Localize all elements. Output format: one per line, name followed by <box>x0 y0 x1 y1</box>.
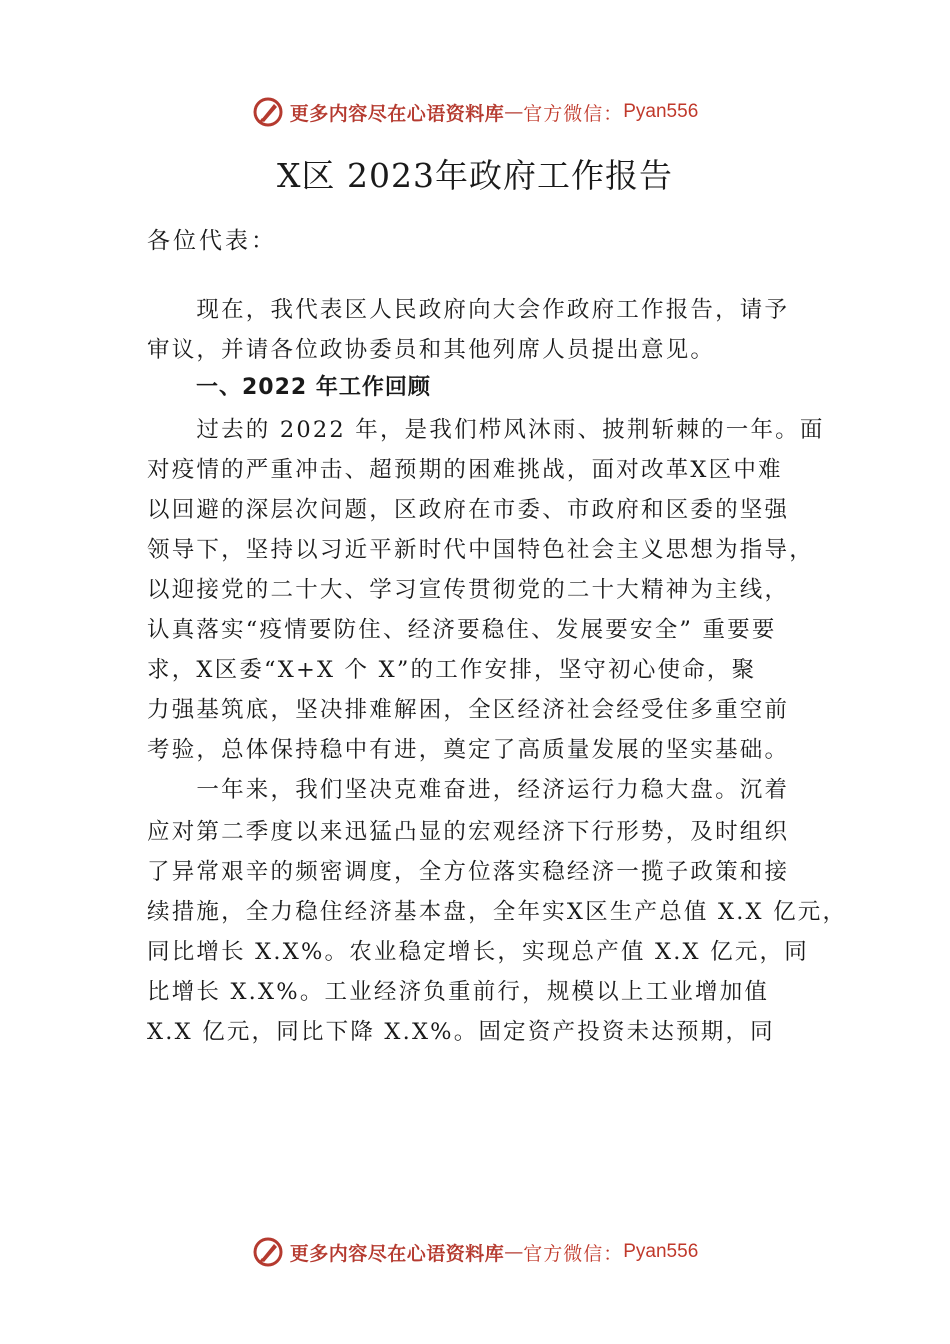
salutation: 各位代表： <box>147 228 277 254</box>
pen-circle-logo-icon <box>252 96 284 128</box>
body-line: 认真落实“疫情要防住、经济要稳住、发展要安全” 重要要 <box>147 617 777 643</box>
watermark-separator: — <box>504 101 524 123</box>
body-line: 同比增长 X.X%。农业稳定增长，实现总产值 X.X 亿元，同 <box>147 939 809 965</box>
watermark-label: 官方微信： <box>523 102 624 125</box>
body-line: 考验，总体保持稳中有进，奠定了高质量发展的坚实基础。 <box>147 737 790 763</box>
body-line: 一年来，我们坚决克难奋进，经济运行力稳大盘。沉着 <box>147 777 790 803</box>
body-line: 续措施，全力稳住经济基本盘，全年实X区生产总值 X.X 亿元， <box>147 899 848 925</box>
watermark-text: 更多内容尽在心语资料库 <box>289 102 505 125</box>
bottom-watermark-banner <box>0 1232 950 1272</box>
body-line: 领导下，坚持以习近平新时代中国特色社会主义思想为指导， <box>147 537 814 563</box>
top-watermark-banner <box>0 92 950 132</box>
body-line: 力强基筑底，坚决排难解困，全区经济社会经受住多重空前 <box>147 697 790 723</box>
watermark-text: 更多内容尽在心语资料库 <box>289 1242 505 1265</box>
body-line: 应对第二季度以来迅猛凸显的宏观经济下行形势，及时组织 <box>147 819 790 845</box>
body-line: 求，X区委“X+X 个 X”的工作安排，坚守初心使命，聚 <box>147 657 757 683</box>
body-line: 比增长 X.X%。工业经济负重前行，规模以上工业增加值 <box>147 979 770 1005</box>
body-line: X.X 亿元，同比下降 X.X%。固定资产投资未达预期，同 <box>147 1019 775 1045</box>
watermark-wechat-id: Pyan556 <box>623 101 699 122</box>
body-line: 现在，我代表区人民政府向大会作政府工作报告，请予 <box>147 297 790 323</box>
body-line: 以回避的深层次问题，区政府在市委、市政府和区委的坚强 <box>147 497 790 523</box>
body-line: 以迎接党的二十大、学习宣传贯彻党的二十大精神为主线， <box>147 577 790 603</box>
document-title: X区 2023年政府工作报告 <box>277 156 673 195</box>
body-line: 过去的 2022 年，是我们栉风沐雨、披荆斩棘的一年。面 <box>147 417 825 443</box>
watermark-wechat-id: Pyan556 <box>623 1241 699 1262</box>
watermark-label: 官方微信： <box>523 1242 624 1265</box>
watermark-separator: — <box>504 1241 524 1263</box>
body-line: 审议，并请各位政协委员和其他列席人员提出意见。 <box>147 337 716 363</box>
pen-circle-logo-icon <box>252 1236 284 1268</box>
section-heading: 一、2022 年工作回顾 <box>196 375 431 400</box>
body-line: 了异常艰辛的频密调度，全方位落实稳经济一揽子政策和接 <box>147 859 790 885</box>
body-line: 对疫情的严重冲击、超预期的困难挑战，面对改革X区中难 <box>147 457 783 483</box>
